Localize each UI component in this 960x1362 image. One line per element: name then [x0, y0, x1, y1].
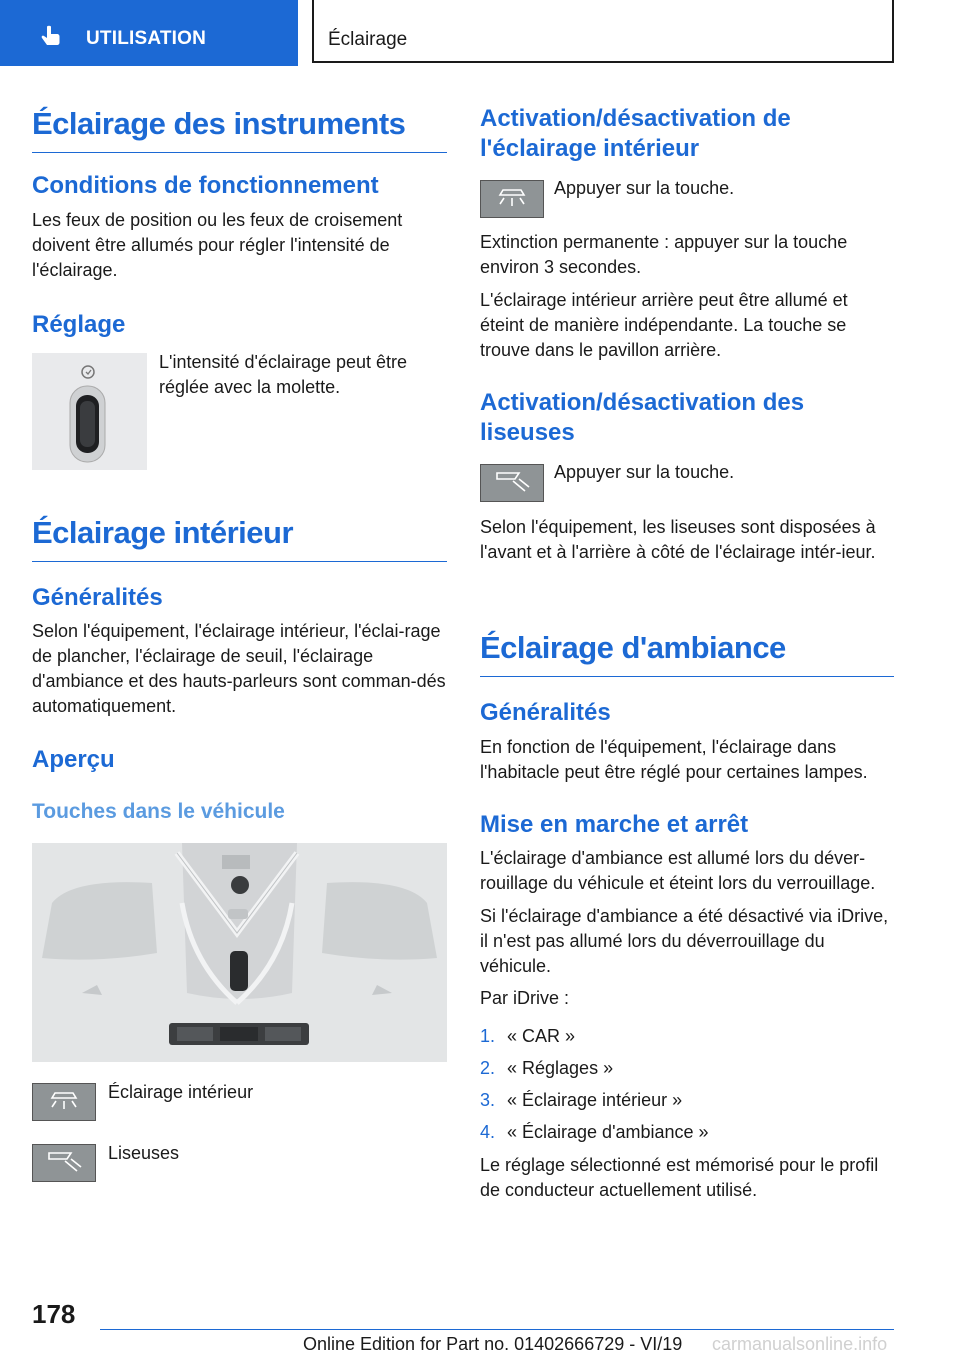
legend-reading-light: Liseuses [108, 1143, 180, 1163]
subheading-generalites-right: Généralités [480, 699, 611, 726]
paragraph-desactive: Si l'éclairage d'ambiance a été désactivé via iDrive, il n'est pas allumé lors du déverrouillage du véhicule. [480, 906, 889, 976]
tab-utilisation-label: UTILISATION [86, 28, 207, 49]
list-item: 2. « Réglages » [480, 1058, 614, 1078]
paragraph-conditions: Les feux de position ou les feux de croisement doivent être allumés pour régler l'intensité de l'éclairage. [32, 210, 403, 280]
paragraph-memorise: Le réglage sélectionné est mémorisé pour le profil de conducteur actuellement utilisé. [480, 1155, 879, 1200]
list-item: 1. « CAR » [480, 1026, 576, 1046]
paragraph-reglage: L'intensité d'éclairage peut être réglée avec la molette. [159, 352, 408, 397]
interior-light-key-image [32, 1083, 96, 1121]
list-item: 4. « Éclairage d'ambiance » [480, 1122, 709, 1142]
list-item: 3. « Éclairage intérieur » [480, 1090, 683, 1110]
subheading-apercu: Aperçu [32, 746, 115, 773]
instruction-press-key-a: Appuyer sur la touche. [554, 178, 735, 198]
tab-eclairage[interactable] [312, 0, 894, 63]
left-column [32, 106, 447, 153]
paragraph-arriere: L'éclairage intérieur arrière peut être allumé et éteint de manière indépendante. La touche se trouve dans le pavillon arrière. [480, 290, 848, 360]
hand-touch-icon [38, 24, 64, 55]
paragraph-par-idrive: Par iDrive : [480, 988, 570, 1008]
section-title-instruments: Éclairage des instruments [32, 106, 447, 153]
edition-text: Online Edition for Part no. 01402666729 - VI/19 [303, 1334, 683, 1354]
reading-light-key-image [32, 1144, 96, 1182]
dimmer-wheel-image [32, 353, 147, 470]
paragraph-generalites-right: En fonction de l'équipement, l'éclairage dans l'habitacle peut être réglé pour certaines lampes. [480, 737, 868, 782]
reading-light-key-image-2 [480, 464, 544, 502]
subheading-conditions: Conditions de fonctionnement [32, 172, 379, 199]
subheading-mise-en-marche: Mise en marche et arrêt [480, 811, 749, 838]
paragraph-liseuses: Selon l'équipement, les liseuses sont disposées à l'avant et à l'arrière à côté de l'éclairage intér-ieur. [480, 517, 876, 562]
subheading-touches: Touches dans le véhicule [32, 800, 285, 823]
subheading-reglage: Réglage [32, 311, 126, 338]
tab-utilisation[interactable] [0, 0, 298, 66]
paragraph-extinction: Extinction permanente : appuyer sur la touche environ 3 secondes. [480, 232, 848, 277]
legend-interior-light: Éclairage intérieur [108, 1082, 254, 1102]
watermark: carmanualsonline.info [712, 1334, 888, 1354]
header-tabbar [0, 0, 960, 66]
section-title-ambiance: Éclairage d'ambiance [480, 630, 894, 677]
footer-rule [100, 1329, 894, 1330]
section-title-eclairage-interieur: Éclairage intérieur [32, 515, 447, 562]
paragraph-mise-en-marche: L'éclairage d'ambiance est allumé lors du déver-rouillage du véhicule et éteint lors du verrouillage. [480, 848, 876, 893]
heading-activation-interieur: Activation/désactivation de l'éclairage intérieur [480, 105, 791, 162]
heading-activation-liseuses: Activation/désactivation des liseuses [480, 389, 805, 446]
instruction-press-key-b: Appuyer sur la touche. [554, 462, 735, 482]
overhead-console-image [32, 843, 447, 1062]
steps-list [480, 1024, 894, 1145]
page-number: 178 [32, 1299, 76, 1329]
interior-light-key-image-2 [480, 180, 544, 218]
paragraph-generalites-left: Selon l'équipement, l'éclairage intérieur, l'éclai-rage de plancher, l'éclairage de seuil, l'éclairage d'ambiance et des hauts-parleurs sont comman-dés automatiquement. [32, 621, 446, 716]
subheading-generalites-left: Généralités [32, 584, 163, 611]
tab-eclairage-label: Éclairage [328, 29, 408, 50]
